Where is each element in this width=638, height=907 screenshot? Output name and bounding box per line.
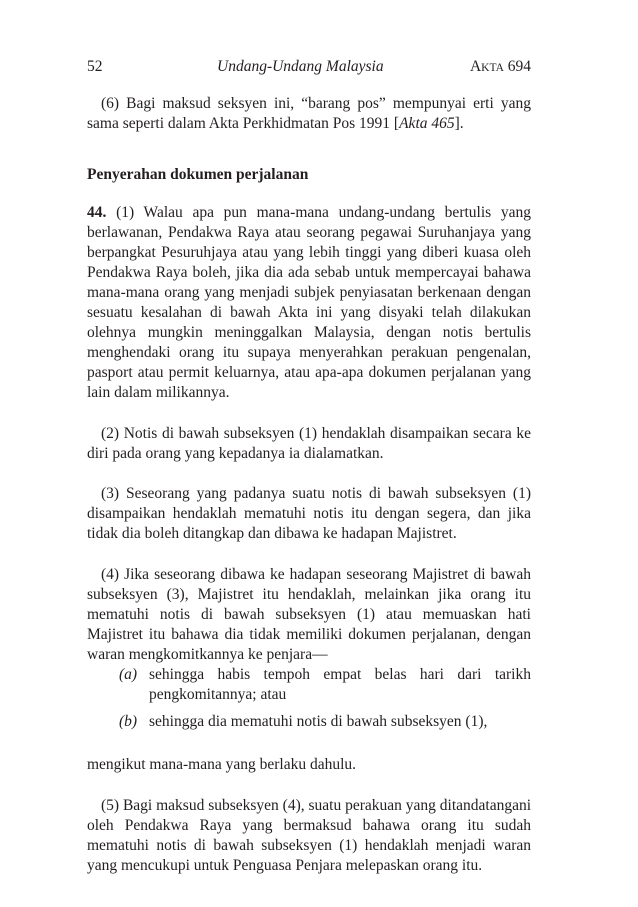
section-heading: Penyerahan dokumen perjalanan	[87, 166, 309, 183]
subsection-2: (2) Notis di bawah subseksyen (1) hendaklah disampaikan secara ke diri pada orang yang kepadanya ia dialamatkan.	[87, 425, 531, 462]
closing-clause: mengikut mana-mana yang berlaku dahulu.	[87, 756, 357, 773]
item-text: sehingga dia mematuhi notis di bawah subseksyen (1),	[149, 713, 488, 730]
item-label: (a)	[119, 666, 138, 683]
item-text: sehingga habis tempoh empat belas hari dari tarikh pengkomitannya; atau	[149, 666, 531, 703]
section-number: 44.	[87, 204, 107, 221]
subsection-4: (4) Jika seseorang dibawa ke hadapan seseorang Majistret di bawah subseksyen (3), Majistret itu hendaklah, melainkan jika orang itu mematuhi notis di bawah subseksyen (1) atau memuaskan hati Majistret itu bahawa dia tidak memiliki dokumen perjalanan, dengan waran mengkomitkannya ke penjara—	[87, 566, 531, 663]
item-label: (b)	[119, 713, 138, 730]
page-number: 52	[87, 58, 103, 75]
paragraph-6: (6) Bagi maksud seksyen ini, “barang pos” mempunyai erti yang sama seperti dalam Akta Perkhidmatan Pos 1991 [Akta 465].	[87, 95, 531, 132]
section-44-subsection-1: 44. (1) Walau apa pun mana-mana undang-undang bertulis yang berlawanan, Pendakwa Raya atau seorang pegawai Suruhanjaya yang berpangkat Pesuruhjaya atau yang lebih tinggi yang diberi kuasa oleh Pendakwa Raya boleh, jika dia ada sebab untuk mempercayai bahawa mana-mana orang yang menjadi subjek penyiasatan berkenaan dengan sesuatu kesalahan di bawah Akta ini yang disyaki telah dilakukan olehnya mungkin meninggalkan Malaysia, dengan notis bertulis menghendaki orang itu supaya menyerahkan perakuan pengenalan, pasport atau permit keluarnya, atau apa-apa dokumen perjalanan yang lain dalam milikannya.	[87, 204, 531, 401]
act-number: AKTA 694	[469, 58, 531, 75]
subsection-3: (3) Seseorang yang padanya suatu notis di bawah subseksyen (1) disampaikan hendaklah mematuhi notis itu dengan segera, dan jika tidak dia boleh ditangkap dan dibawa ke hadapan Majistret.	[87, 485, 531, 542]
list-item-a	[87, 665, 531, 705]
running-header	[87, 58, 531, 82]
list-item-b	[87, 712, 531, 732]
header-title: Undang-Undang Malaysia	[217, 58, 384, 75]
subsection-5: (5) Bagi maksud subseksyen (4), suatu perakuan yang ditandatangani oleh Pendakwa Raya yang bermaksud bahawa orang itu sudah mematuhi notis di bawah subseksyen (1) hendaklah menjadi waran yang mencukupi untuk Penguasa Penjara melepaskan orang itu.	[87, 797, 532, 874]
body-text	[87, 94, 531, 876]
